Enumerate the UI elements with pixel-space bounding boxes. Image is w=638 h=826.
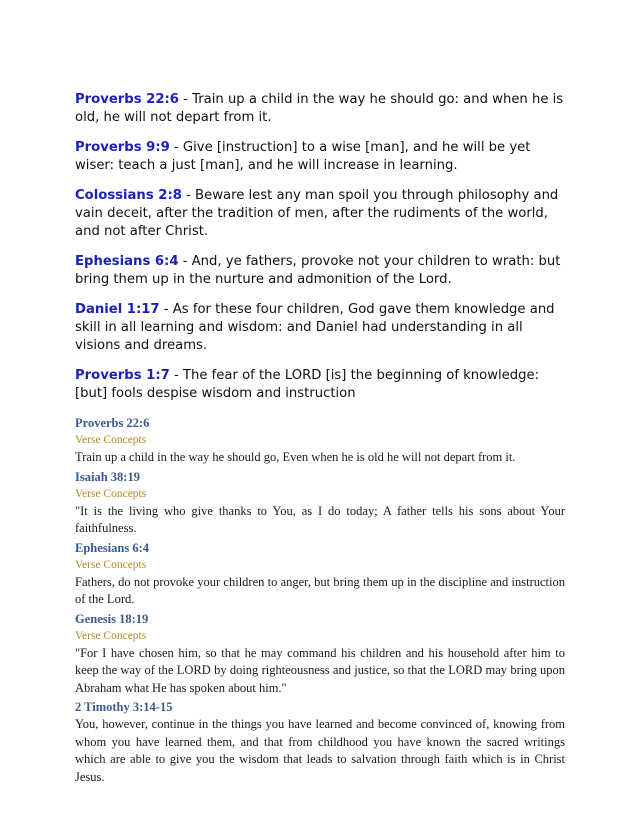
verse-daniel-1-17 bbox=[75, 301, 565, 355]
verse-text: - Train up a child in the way he should go: and when he is old, he will not depart from it. bbox=[75, 92, 564, 125]
verse-ref[interactable]: Proverbs 9:9 bbox=[75, 140, 170, 155]
verse-concepts-link[interactable]: Verse Concepts bbox=[75, 487, 147, 500]
verse-text: - Beware lest any man spoil you through philosophy and vain deceit, after the tradition of men, after the rudiments of the world, and not after Christ. bbox=[75, 188, 559, 239]
entry-ephesians-6-4 bbox=[75, 540, 565, 609]
verse-ref[interactable]: Proverbs 22:6 bbox=[75, 92, 179, 107]
entry-ref[interactable]: Isaiah 38:19 bbox=[75, 469, 140, 484]
verse-text: - Give [instruction] to a wise [man], and he will be yet wiser: teach a just [man], and he will increase in learning. bbox=[75, 140, 531, 173]
entry-2-timothy-3-14-15 bbox=[75, 699, 565, 786]
verse-proverbs-22-6 bbox=[75, 91, 565, 127]
verse-colossians-2-8 bbox=[75, 187, 565, 241]
verse-ref[interactable]: Daniel 1:17 bbox=[75, 302, 160, 317]
entry-text: "It is the living who give thanks to You, as I do today; A father tells his sons about Your faithfulness. bbox=[75, 503, 565, 535]
entry-text: You, however, continue in the things you have learned and become convinced of, knowing from whom you have learned them, and that from childhood you have known the sacred writings which are able to give you the wisdom that leads to salvation through faith which is in Christ Jesus. bbox=[75, 717, 565, 784]
verse-ref[interactable]: Proverbs 1:7 bbox=[75, 368, 170, 383]
entry-genesis-18-19 bbox=[75, 611, 565, 698]
entry-text: "For I have chosen him, so that he may command his children and his household after him to keep the way of the LORD by doing righteousness and justice, so that the LORD may bring upon Abraham what He has spoken about him." bbox=[75, 645, 565, 695]
verse-text: - As for these four children, God gave them knowledge and skill in all learning and wisdom: and Daniel had understanding in all visions and dreams. bbox=[75, 302, 555, 353]
verse-ref[interactable]: Ephesians 6:4 bbox=[75, 254, 179, 269]
verse-concepts-section bbox=[75, 415, 565, 786]
entry-text: Fathers, do not provoke your children to anger, but bring them up in the discipline and instruction of the Lord. bbox=[75, 574, 565, 606]
verse-proverbs-1-7 bbox=[75, 367, 565, 403]
entry-text: Train up a child in the way he should go, Even when he is old he will not depart from it. bbox=[75, 450, 516, 464]
verse-proverbs-9-9 bbox=[75, 139, 565, 175]
verse-text: - And, ye fathers, provoke not your children to wrath: but bring them up in the nurture and admonition of the Lord. bbox=[75, 254, 561, 287]
verse-ref[interactable]: Colossians 2:8 bbox=[75, 188, 182, 203]
verse-concepts-link[interactable]: Verse Concepts bbox=[75, 434, 147, 446]
entry-ref[interactable]: Proverbs 22:6 bbox=[75, 416, 150, 430]
verse-text: - The fear of the LORD [is] the beginning of knowledge: [but] fools despise wisdom and instruction bbox=[75, 368, 540, 401]
entry-ref[interactable]: Ephesians 6:4 bbox=[75, 540, 149, 555]
entry-proverbs-22-6 bbox=[75, 415, 565, 467]
entry-isaiah-38-19 bbox=[75, 469, 565, 538]
verse-concepts-link[interactable]: Verse Concepts bbox=[75, 558, 147, 571]
verse-concepts-link[interactable]: Verse Concepts bbox=[75, 629, 147, 642]
verse-ephesians-6-4 bbox=[75, 253, 565, 289]
entry-ref[interactable]: Genesis 18:19 bbox=[75, 611, 149, 626]
document-page bbox=[75, 91, 565, 788]
entry-ref[interactable]: 2 Timothy 3:14-15 bbox=[75, 700, 173, 714]
